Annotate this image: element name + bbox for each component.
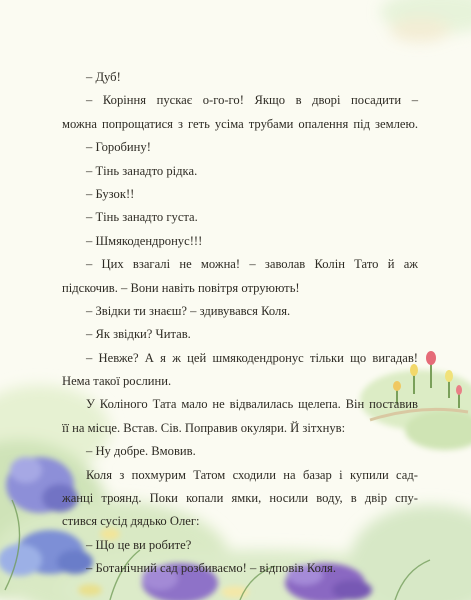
story-line: – Як звідки? Читав. [86,327,191,342]
story-line: – Шмякодендронус!!! [86,233,203,248]
story-line: – Тінь занадто рідка. [86,163,198,178]
story-line: її на місце. Встав. Сів. Поправив окуляри. Й зітхнув: [62,420,346,435]
story-line: Нема такої рослини. [62,374,172,389]
story-line: – Коріння пускає о-го-го! Якщо в дворі посадити – [86,93,418,108]
top-right-wash [380,0,471,42]
story-line: – Ну добре. Вмовив. [86,444,196,459]
story-line: – Горобину! [86,140,151,155]
story-line: – Дуб! [86,70,121,84]
story-text [62,66,418,581]
story-line: – Бузок!! [86,186,135,201]
story-line: У Коліного Тата мало не відвалилась щелепа. Він поставив [86,397,418,412]
story-line: – Що це ви робите? [86,537,192,552]
story-line: можна попрощатися з геть усіма трубами опалення під землею. [62,116,418,131]
story-line: – Невже? А я ж цей шмякодендронус тільки що вигадав! [86,350,418,365]
story-line: підскочив. – Вони навіть повітря отруюють! [62,280,300,295]
story-line: жанці троянд. Поки копали ямки, носили воду, в двір спу- [62,491,418,506]
story-line: – Звідки ти знаєш? – здивувався Коля. [86,303,291,318]
story-line: Коля з похмурим Татом сходили на базар і купили сад- [86,467,418,482]
story-line: – Тінь занадто густа. [86,210,198,225]
story-line: – Ботанічний сад розбиваємо! – відповів Коля. [86,561,336,576]
story-line: стився сусід дядько Олег: [62,514,200,529]
story-line: – Цих взагалі не можна! – заволав Колін Тато й аж [86,257,418,272]
